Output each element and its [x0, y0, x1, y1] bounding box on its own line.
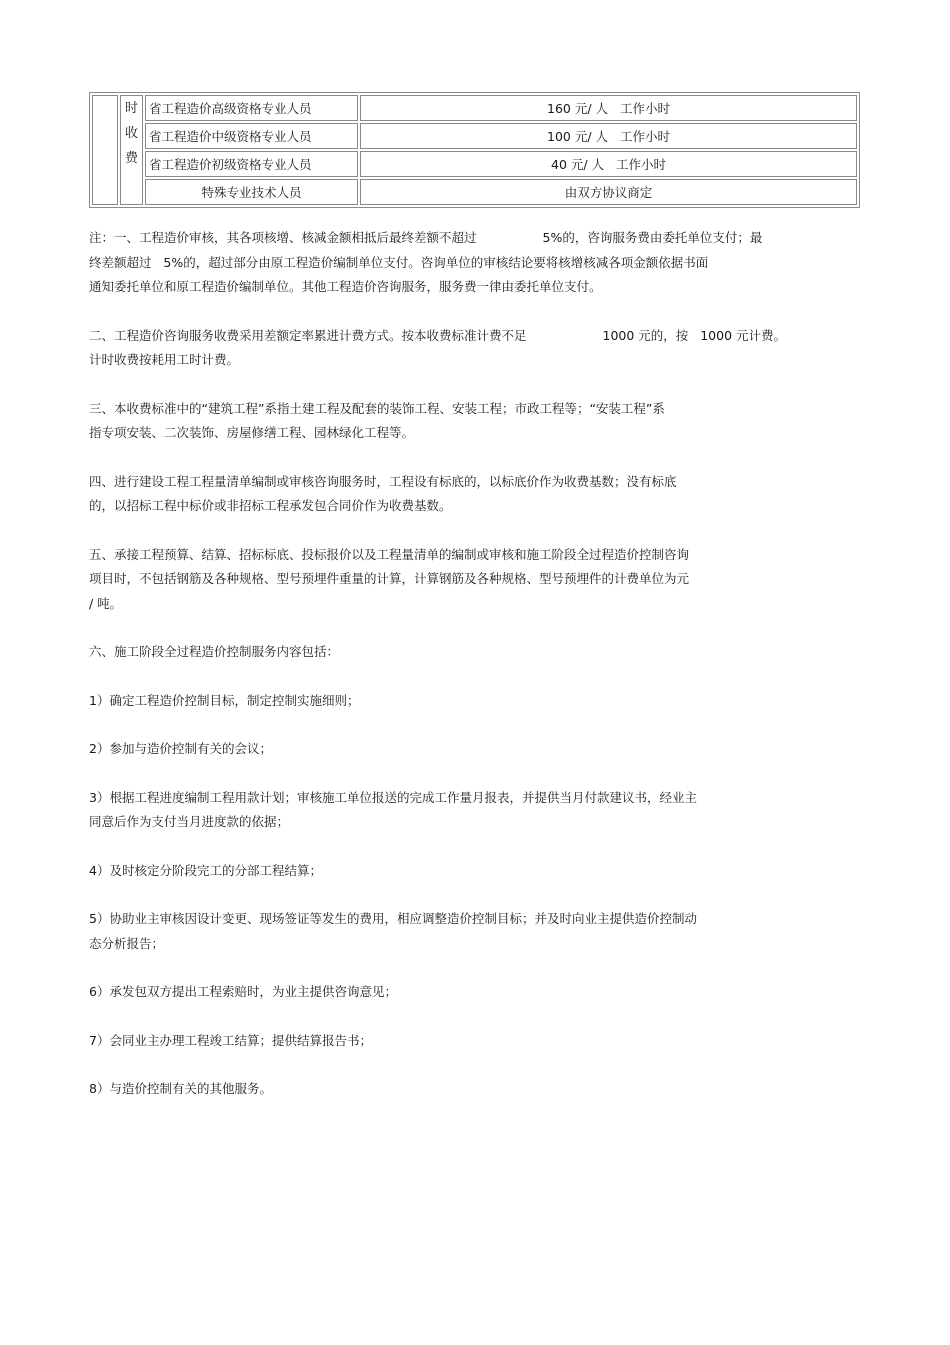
- item-line: 6）承发包双方提出工程索赔时，为业主提供咨询意见；: [89, 984, 397, 999]
- note-line: / 吨。: [89, 595, 123, 611]
- staff-level-cell: 特殊专业技术人员: [145, 179, 358, 205]
- service-item: [89, 859, 859, 884]
- note-text: 二、工程造价咨询服务收费采用差额定率累进计费方式。按本收费标准计费不足: [89, 327, 527, 343]
- note-line: 四、进行建设工程工程量清单编制或审核咨询服务时，工程设有标底的，以标底价作为收费基数；没有标底: [89, 473, 677, 489]
- staff-level-cell: 省工程造价高级资格专业人员: [145, 95, 358, 121]
- item-line: 态分析报告；: [89, 935, 165, 951]
- item-line: 3）根据工程进度编制工程用款计划；审核施工单位报送的完成工作量月报表，并提供当月付款建议书，经业主: [89, 789, 697, 805]
- group-label-char: 收: [124, 126, 138, 141]
- item-line: 4）及时核定分阶段完工的分部工程结算；: [89, 862, 322, 878]
- note-text: 1000 元的，按 1000 元计费。: [602, 327, 787, 343]
- note-3: [89, 397, 859, 446]
- staff-level-cell: 省工程造价中级资格专业人员: [145, 123, 358, 149]
- service-item: [89, 786, 859, 835]
- rate-cell: 160 元/ 人 工作小时: [360, 95, 857, 121]
- group-label-char: 费: [124, 151, 138, 166]
- item-line: 同意后作为支付当月进度款的依据；: [89, 814, 290, 829]
- blank-cell: [92, 95, 118, 205]
- note-5: [89, 543, 859, 617]
- note-line: [89, 324, 859, 349]
- table-row: [92, 179, 857, 205]
- staff-level-cell: 省工程造价初级资格专业人员: [145, 151, 358, 177]
- note-text: 注：一、工程造价审核，其各项核增、核减金额相抵后最终差额不超过: [89, 230, 477, 245]
- service-item: [89, 689, 859, 714]
- service-item: [89, 980, 859, 1005]
- note-line: 指专项安装、二次装饰、房屋修缮工程、园林绿化工程等。: [89, 425, 415, 440]
- item-line: 5）协助业主审核因设计变更、现场签证等发生的费用，相应调整造价控制目标；并及时向业主提供造价控制动: [89, 911, 697, 926]
- note-line: 的，以招标工程中标价或非招标工程承发包合同价作为收费基数。: [89, 498, 452, 513]
- note-text: 5%的，咨询服务费由委托单位支付；最: [542, 230, 763, 245]
- table-row: [92, 95, 857, 121]
- note-line: 三、本收费标准中的“建筑工程”系指土建工程及配套的装饰工程、安装工程；市政工程等；“安装工程”系: [89, 400, 665, 416]
- service-item: [89, 1077, 859, 1102]
- table-row: [92, 151, 857, 177]
- note-2: [89, 324, 859, 373]
- rate-cell: 由双方协议商定: [360, 179, 857, 205]
- note-line: 项目时，不包括钢筋及各种规格、型号预埋件重量的计算，计算钢筋及各种规格、型号预埋件的计费单位为元: [89, 571, 690, 586]
- group-label-char: 时: [124, 101, 138, 116]
- item-line: 7）会同业主办理工程竣工结算；提供结算报告书；: [89, 1032, 372, 1048]
- note-line: 终差额超过 5%的，超过部分由原工程造价编制单位支付。咨询单位的审核结论要将核增核减各项金额依据书面: [89, 254, 709, 270]
- service-item: [89, 737, 859, 762]
- note-line: 通知委托单位和原工程造价编制单位。其他工程造价咨询服务，服务费一律由委托单位支付。: [89, 279, 602, 294]
- rate-cell: 40 元/ 人 工作小时: [360, 151, 857, 177]
- service-item: [89, 907, 859, 956]
- hourly-fee-table: [89, 92, 860, 208]
- note-line: 六、施工阶段全过程造价控制服务内容包括：: [89, 644, 340, 659]
- notes-section: [89, 226, 859, 1102]
- note-line: 五、承接工程预算、结算、招标标底、投标报价以及工程量清单的编制或审核和施工阶段全过程造价控制咨询: [89, 546, 690, 562]
- item-line: 2）参加与造价控制有关的会议；: [89, 741, 272, 756]
- note-line: [89, 226, 859, 251]
- table-row: [92, 123, 857, 149]
- item-line: 8）与造价控制有关的其他服务。: [89, 1081, 272, 1096]
- note-1: [89, 226, 859, 300]
- note-6-title: [89, 640, 859, 665]
- hourly-fee-group-label: [120, 95, 143, 205]
- service-item: [89, 1029, 859, 1054]
- note-4: [89, 470, 859, 519]
- rate-cell: 100 元/ 人 工作小时: [360, 123, 857, 149]
- note-line: 计时收费按耗用工时计费。: [89, 352, 240, 367]
- item-line: 1）确定工程造价控制目标，制定控制实施细则；: [89, 692, 360, 708]
